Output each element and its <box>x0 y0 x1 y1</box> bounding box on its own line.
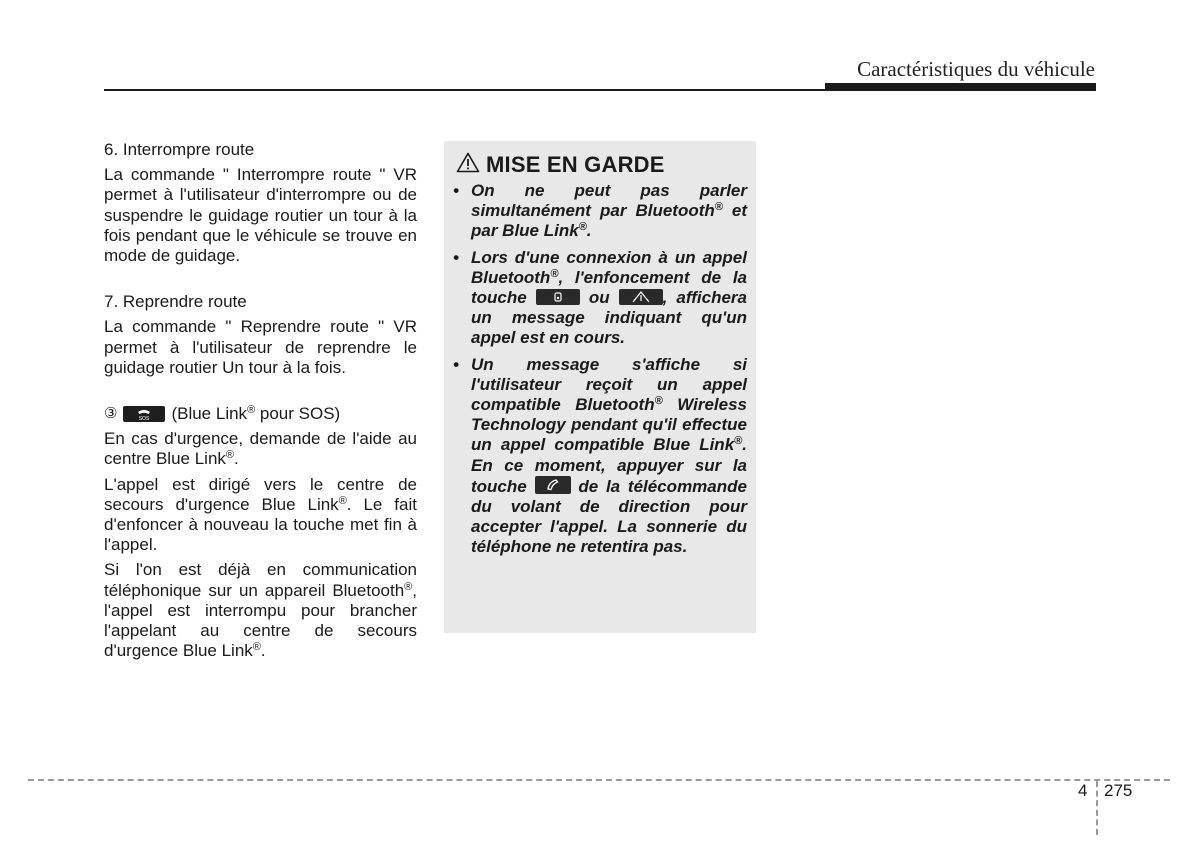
section-6-text: La commande " Interrompre route " VR permet à l'utilisateur d'interrompre ou de suspendre le guidage routier un tour à la fois pendant que le véhicule se trouve en mode de guidage. <box>104 165 417 266</box>
warning-item-3: • Un message s'affiche si l'utilisateur reçoit un appel compatible Bluetooth® Wireless Technology pendant qu'il effectue un appel compatible Blue Link®. En ce moment, appuyer sur la touche de la télécommande du volant de direction pour accepter l'appel. La sonnerie du téléphone ne retentira pas. <box>453 354 748 557</box>
sos-number: ③ <box>104 405 118 423</box>
warning-title-row <box>456 152 665 178</box>
warning-list <box>453 181 747 564</box>
warning-item-2: • Lors d'une connexion à un appel Bluetooth®, l'enfoncement de la touche ou , affichera un message indiquant qu'un appel est en cours. <box>453 247 747 348</box>
bluelink-button-icon <box>536 289 580 305</box>
header-rule <box>104 89 1096 91</box>
warning-title: MISE EN GARDE <box>486 152 665 177</box>
chapter-number: 4 <box>1078 781 1088 800</box>
footer-rule <box>28 779 1170 781</box>
sos-button-icon <box>123 406 165 422</box>
phone-button-icon <box>535 476 571 494</box>
left-column <box>104 140 417 661</box>
navigation-button-icon <box>619 289 663 305</box>
sos-paragraph-3: Si l'on est déjà en communication téléphonique sur un appareil Bluetooth®, l'appel est interrompu pour brancher l'appelant au centre de secours d'urgence Blue Link®. <box>104 560 417 661</box>
sos-button-label: SOS <box>139 416 150 423</box>
page-header-title: Caractéristiques du véhicule <box>857 57 1095 81</box>
section-7-text: La commande " Reprendre route " VR permet à l'utilisateur de reprendre le guidage routier Un tour à la fois. <box>104 317 417 377</box>
section-7-title: 7. Reprendre route <box>104 292 247 312</box>
page-number: 275 <box>1104 781 1133 800</box>
warning-box <box>444 141 756 633</box>
warning-triangle-icon <box>456 152 480 178</box>
sos-paragraph-2: L'appel est dirigé vers le centre de secours d'urgence Blue Link®. Le fait d'enfoncer à nouveau la touche met fin à l'appel. <box>104 474 417 555</box>
section-6-title: 6. Interrompre route <box>104 140 255 159</box>
footer-divider <box>1096 781 1098 835</box>
warning-item-1: • On ne peut pas parler simultanément par Bluetooth® et par Blue Link®. <box>453 181 748 241</box>
sos-paragraph-1: En cas d'urgence, demande de l'aide au centre Blue Link®. <box>104 429 417 469</box>
sos-heading <box>104 404 417 424</box>
sos-label: (Blue Link® pour SOS) <box>171 404 341 424</box>
